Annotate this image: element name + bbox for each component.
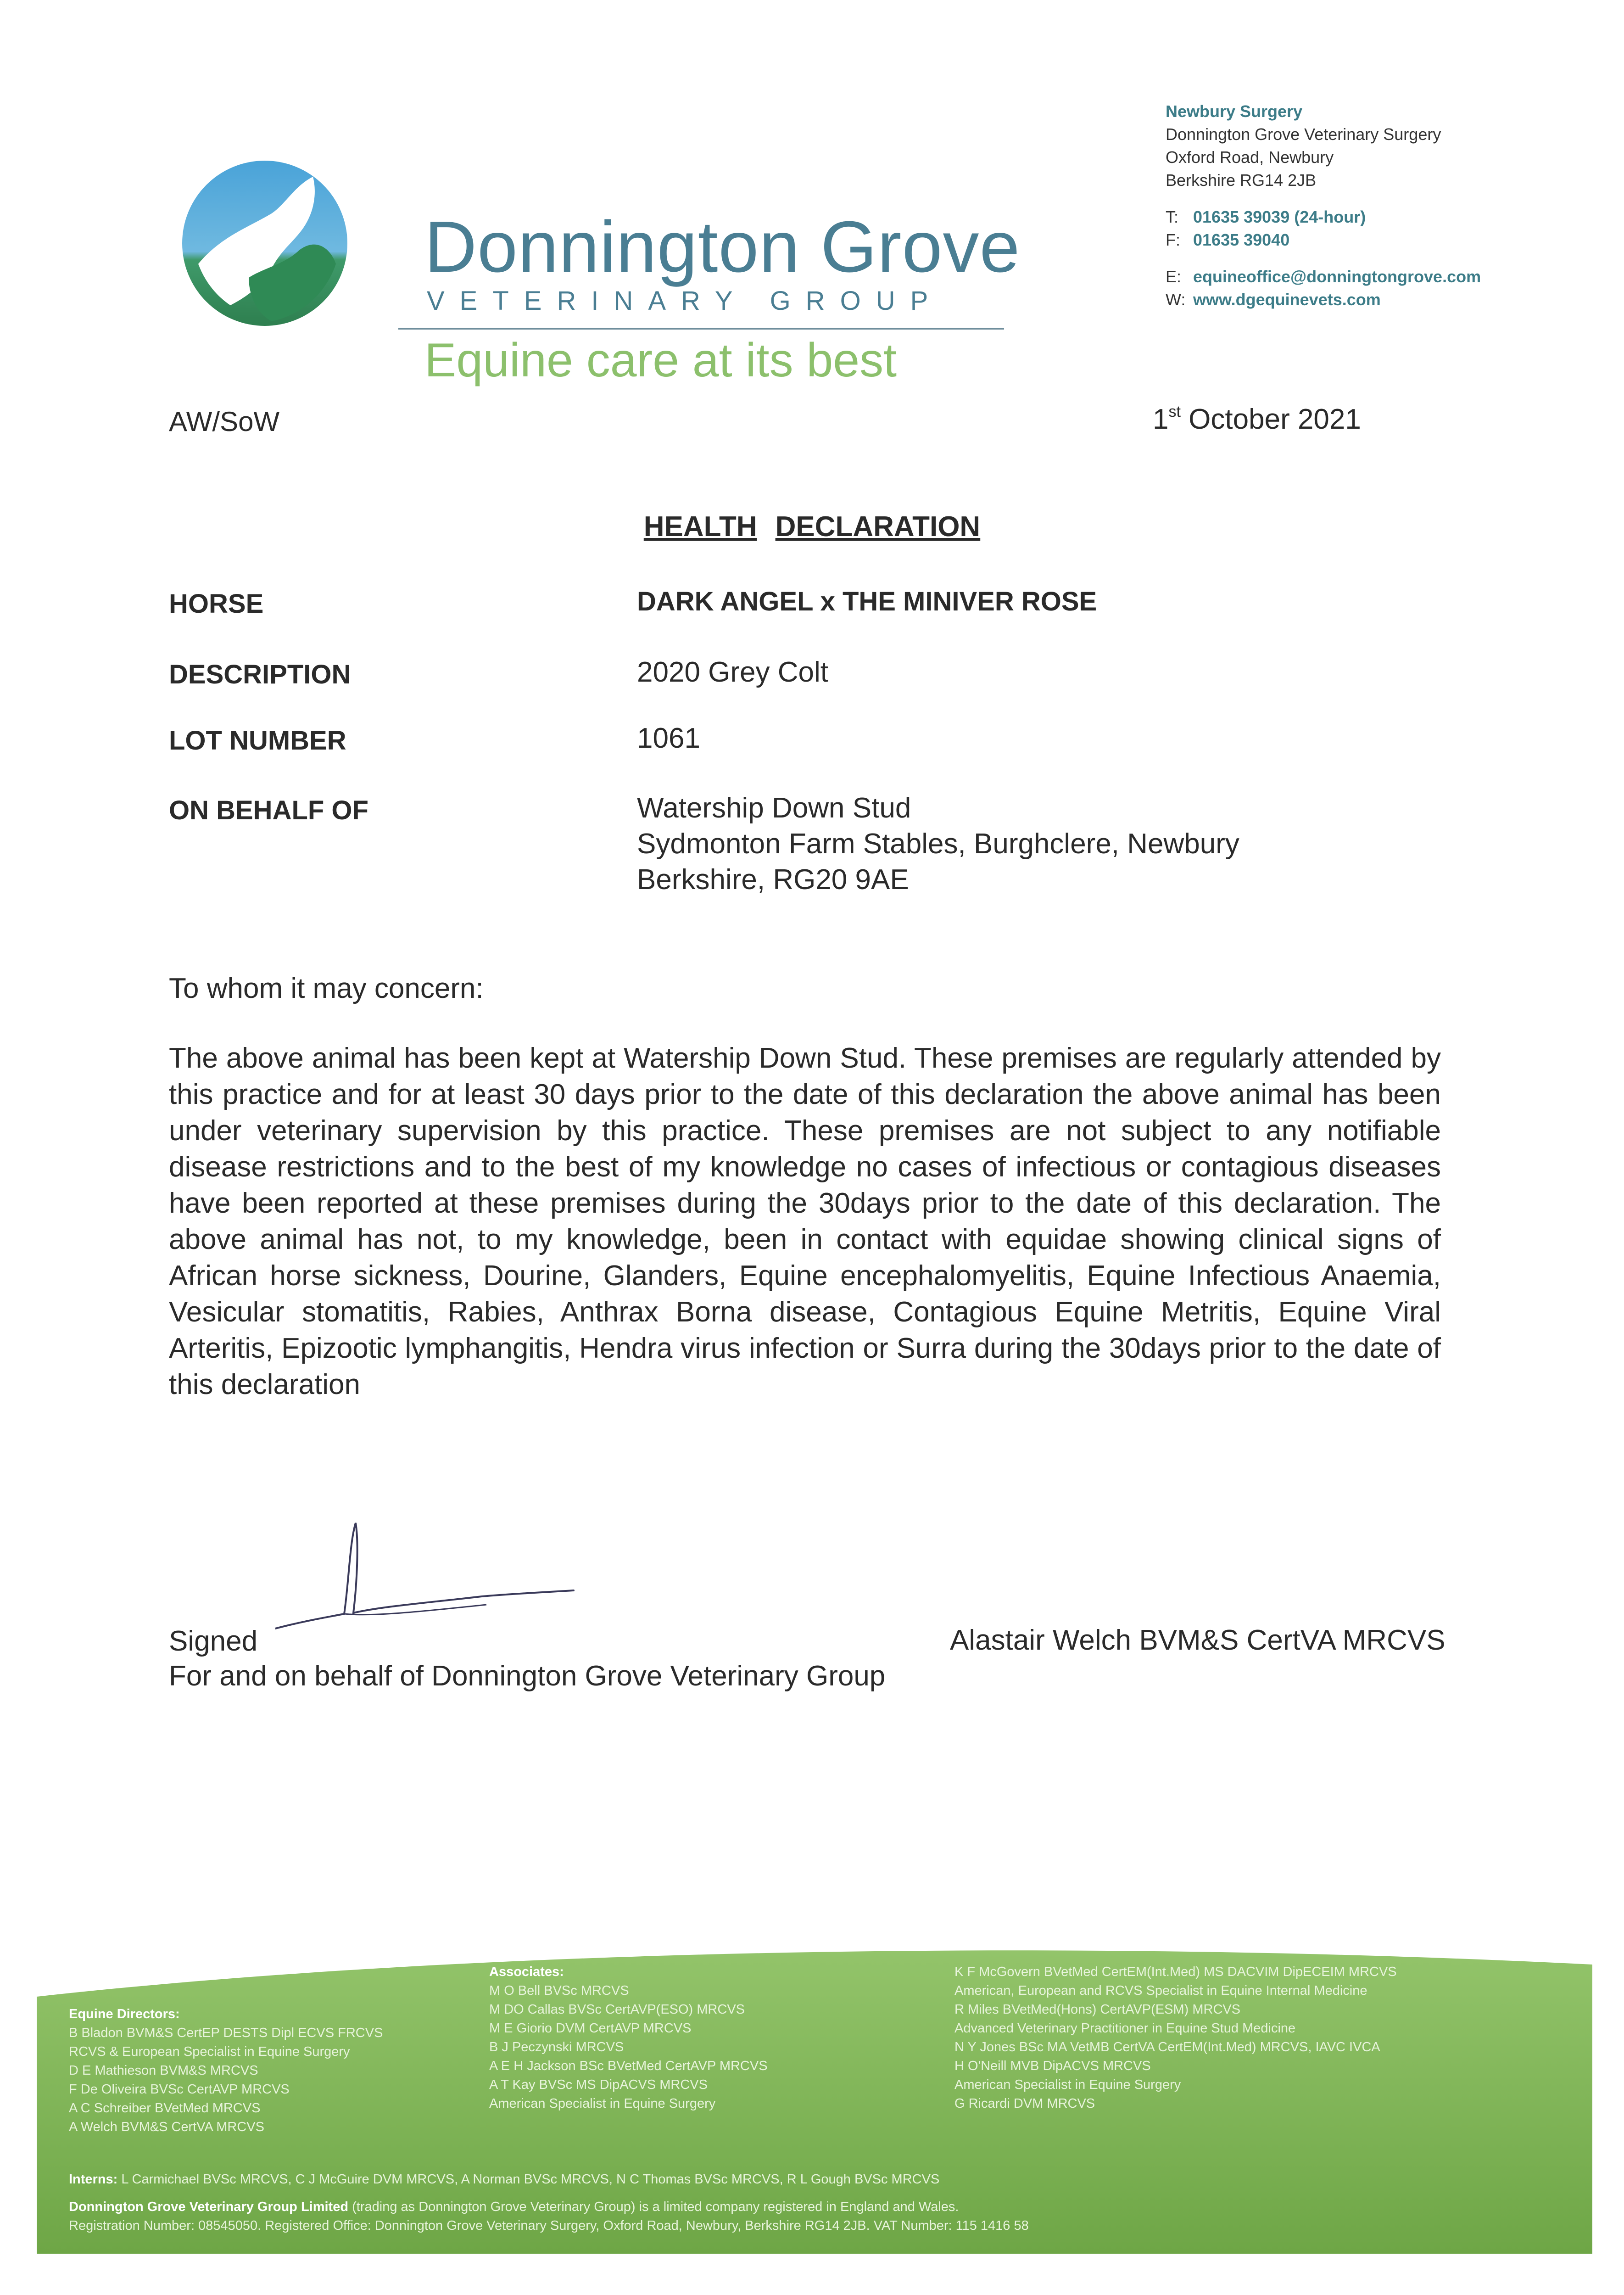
associate-item: B J Peczynski MRCVS [489,2040,624,2054]
associate-item: M O Bell BVSc MRCVS [489,1983,629,1998]
behalf-line: Watership Down Stud [637,792,911,824]
director-item: A C Schreiber BVetMed MRCVS [69,2101,261,2116]
associate-item: Advanced Veterinary Practitioner in Equine Stud Medicine [954,2021,1296,2036]
company-name: Donnington Grove Veterinary Group Limited [69,2200,349,2214]
declaration-body: The above animal has been kept at Watership Down Stud. These premises are regularly attended by this practice and for at least 30 days prior to the date of this declaration the above animal has been under veterinary supervision by this practice. These premises are not subject to any notifiable disease restrictions and to the best of my knowledge no cases of infectious or contagious diseases have been reported at these premises during the 30days prior to the date of this declaration. The above animal has not, to my knowledge, been in contact with equidae showing clinical signs of African horse sickness, Dourine, Glanders, Equine encephalomyelitis, Equine Infectious Anaemia, Vesicular stomatitis, Rabies, Anthrax Borna disease, Contagious Equine Metritis, Equine Viral Arteritis, Epizootic lymphangitis, Hendra virus infection or Surra during the 30days prior to the date of this declaration [169,1042,1441,1400]
web-row: W: www.dgequinevets.com [1166,290,1381,309]
behalf-line: For and on behalf of Donnington Grove Veterinary Group [169,1660,886,1692]
address-line: Berkshire RG14 2JB [1166,171,1317,190]
associates-column [489,1963,768,2113]
on-behalf-label: ON BEHALF OF [169,795,368,825]
director-item: F De Oliveira BVSc CertAVP MRCVS [69,2082,290,2097]
signer-name: Alastair Welch BVM&S CertVA MRCVS [950,1624,1445,1656]
address-line: Oxford Road, Newbury [1166,148,1334,167]
email-link[interactable]: equineoffice@donningtongrove.com [1193,267,1481,286]
horse-label: HORSE [169,589,264,619]
associate-item: A E H Jackson BSc BVetMed CertAVP MRCVS [489,2059,768,2073]
description-label: DESCRIPTION [169,660,351,689]
signed-label: Signed [169,1625,258,1657]
behalf-line: Berkshire, RG20 9AE [637,864,909,896]
company-info [69,2198,1029,2235]
lot-number-label: LOT NUMBER [169,726,346,756]
website-link[interactable]: www.dgequinevets.com [1193,290,1381,309]
associate-item: American, European and RCVS Specialist in Equine Internal Medicine [954,1983,1367,1998]
company-text: (trading as Donnington Grove Veterinary Group) is a limited company registered in England and Wales. [352,2200,959,2214]
on-behalf-value [637,790,1239,898]
reference: AW/SoW [169,406,280,437]
directors-heading: Equine Directors: [69,2007,180,2021]
director-item: A Welch BVM&S CertVA MRCVS [69,2120,264,2134]
address-line: Donnington Grove Veterinary Surgery [1166,125,1441,144]
logo-icon [180,158,350,328]
fax-row: F: 01635 39040 [1166,230,1290,249]
associate-item: N Y Jones BSc MA VetMB CertVA CertEM(Int.Med) MRCVS, IAVC IVCA [954,2040,1380,2054]
lot-number-value: 1061 [637,722,700,754]
document-title: HEALTH DECLARATION [643,511,981,543]
letter-date: 1st October 2021 [1153,403,1361,435]
registration-info: Registration Number: 08545050. Registered Office: Donnington Grove Veterinary Surgery, Oxford Road, Newbury, Berkshire RG14 2JB. VAT Number: 115 1416 58 [69,2218,1029,2233]
salutation: To whom it may concern: [169,973,484,1004]
associates-column-2 [954,1963,1397,2113]
email-row: E: equineoffice@donningtongrove.com [1166,267,1481,286]
associate-item: G Ricardi DVM MRCVS [954,2096,1095,2111]
interns-line [69,2170,939,2189]
associate-item: K F McGovern BVetMed CertEM(Int.Med) MS DACVIM DipECEIM MRCVS [954,1965,1397,1979]
brand-tagline: Equine care at its best [424,334,897,387]
director-item: RCVS & European Specialist in Equine Surgery [69,2044,350,2059]
associate-item: R Miles BVetMed(Hons) CertAVP(ESM) MRCVS [954,2002,1241,2017]
director-item: B Bladon BVM&S CertEP DESTS Dipl ECVS FRCVS [69,2026,383,2040]
interns-list: L Carmichael BVSc MRCVS, C J McGuire DVM MRCVS, A Norman BVSc MRCVS, N C Thomas BVSc MRCVS, R L Gough BVSc MRCVS [121,2172,940,2187]
directors-column [69,2005,383,2137]
associate-item: American Specialist in Equine Surgery [954,2077,1181,2092]
signature-image [275,1515,578,1643]
associate-item: H O'Neill MVB DipACVS MRCVS [954,2059,1151,2073]
description-value: 2020 Grey Colt [637,656,828,688]
horse-value: DARK ANGEL x THE MINIVER ROSE [637,587,1097,616]
director-item: D E Mathieson BVM&S MRCVS [69,2063,258,2078]
fax-number: 01635 39040 [1193,230,1290,249]
associate-item: M E Giorio DVM CertAVP MRCVS [489,2021,692,2036]
contact-block [1166,100,1481,311]
phone-number[interactable]: 01635 39039 (24-hour) [1193,207,1366,226]
associate-item: M DO Callas BVSc CertAVP(ESO) MRCVS [489,2002,745,2017]
associate-item: A T Kay BVSc MS DipACVS MRCVS [489,2077,708,2092]
surgery-heading: Newbury Surgery [1166,102,1303,121]
brand-subtitle: VETERINARY GROUP [427,286,943,316]
phone-row: T: 01635 39039 (24-hour) [1166,207,1366,226]
associates-heading: Associates: [489,1965,564,1979]
associate-item: American Specialist in Equine Surgery [489,2096,716,2111]
brand-name: Donnington Grove [424,207,1021,287]
brand-divider [398,328,1004,330]
behalf-line: Sydmonton Farm Stables, Burghclere, Newbury [637,828,1239,860]
interns-label: Interns: [69,2172,118,2187]
